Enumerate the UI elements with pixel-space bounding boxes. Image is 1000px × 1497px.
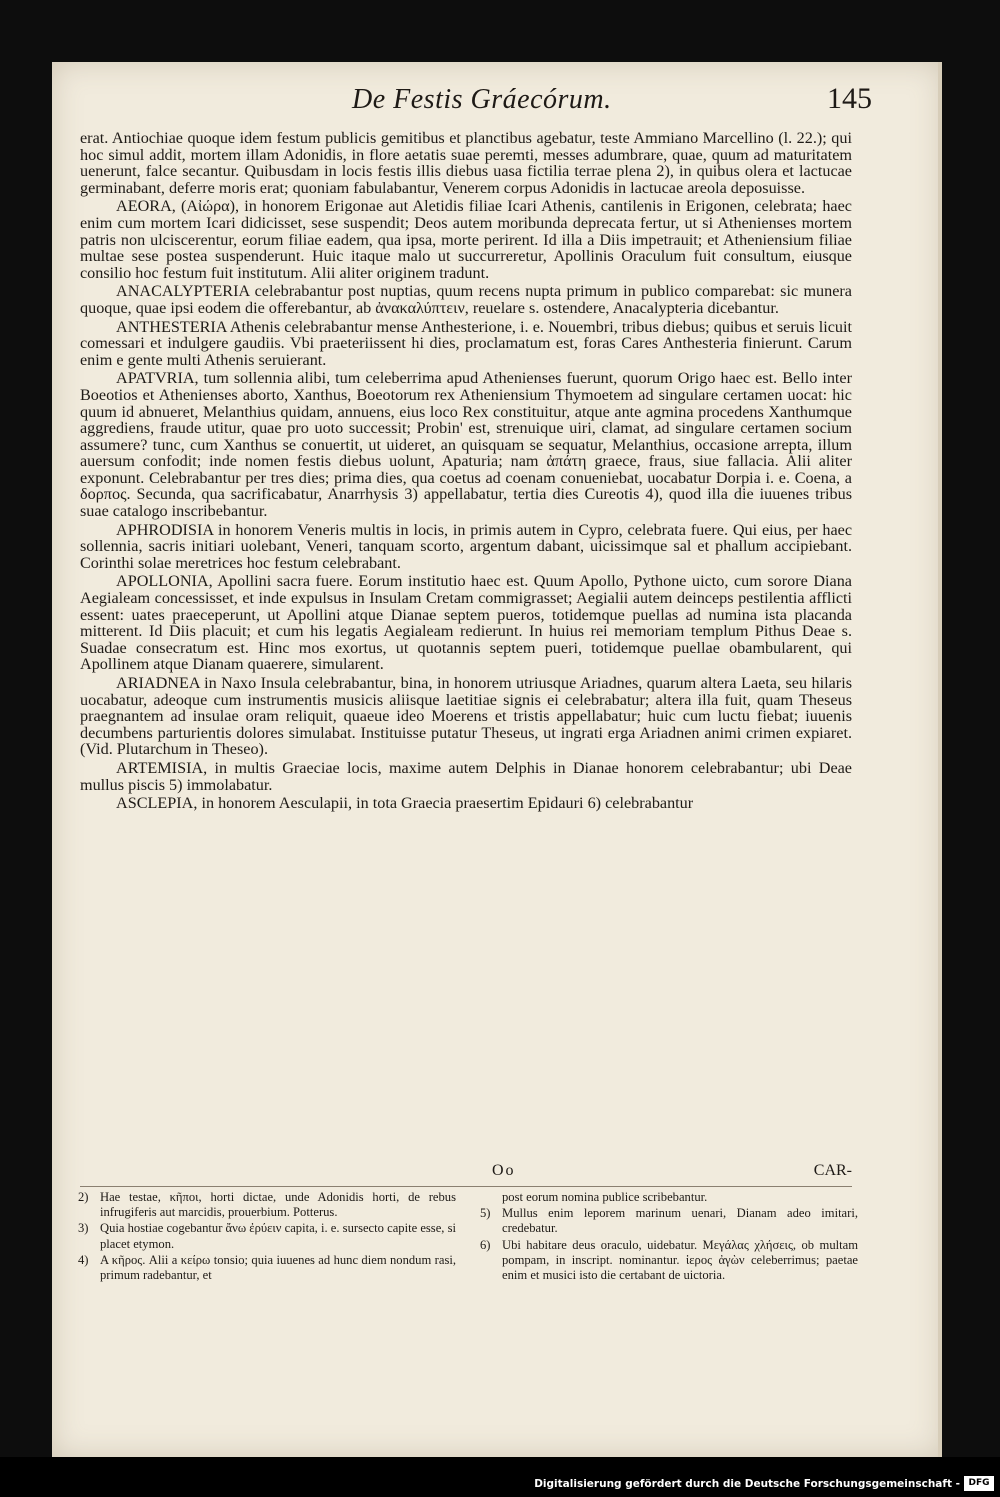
footnote-text: Ubi habitare deus oraculo, uidebatur. Μεγάλας χλήσεις, ob multam pompam, in inscript. nominantur. ἱερος ἀγὼν celeberrimus; paetae enim et musici isto die certabant de uictoria. [502,1237,858,1283]
signature-line [80,1162,852,1182]
paragraph-artemisia: ARTEMISIA, in multis Graeciae locis, maxime autem Delphis in Dianae honorem celebrabantur; ubi Deae mullus piscis 5) immolabatur. [80,758,852,794]
paragraph-ariadnea: ARIADNEA in Naxo Insula celebrabantur, bina, in honorem utriusque Ariadnes, quarum altera Laeta, seu hilaris uocabatur, adeoque cum instrumentis musicis aliisque laetitiae signis ei celebrabatur; altera illa fuit, quam Theseus praegnantem ad insulae oram reliquit, quaeue ideo Moerens et tristis appellabatur; huic cum luctu fiebat; iuuenis decumbens parturientis dolores simulabat. Instituisse putatur Theseus, ut ingrati erga Ariadnen animi crimen expiaret. (Vid. Plutarchum in Theseo). [80,674,852,759]
footnote-text: post eorum nomina publice scribebantur. [502,1190,708,1204]
footnotes-right-column [480,1190,858,1284]
page-edge [938,62,942,1457]
footnote-rule [80,1186,852,1187]
footnote-text: Hae testae, κῆποι, horti dictae, unde Adonidis horti, de rebus infrugiferis aut marcidis, prouerbium. Potterus. [100,1190,456,1220]
signature-mark: Oo [492,1162,516,1179]
footnote-label: 2) [78,1190,89,1204]
paragraph-asclepia: ASCLEPIA, in honorem Aesculapii, in tota Graecia praesertim Epidauri 6) celebrabantur [116,794,694,813]
scan-footer-bar [0,1457,1000,1497]
footnotes-left-column [78,1190,456,1284]
footnote-label: 4) [78,1252,89,1267]
footnote-text: A κῆρος. Alii a κείρω tonsio; quia iuuenes ad hunc diem nondum rasi, primum radebantur, et [100,1252,456,1283]
running-title: De Festis Gráecórum. [352,84,612,115]
paragraph-apaturia: APATVRIA, tum sollennia alibi, tum celeberrima apud Athenienses fuerunt, quorum Origo haec est. Bello inter Boeotios et Athenienses aborto, Xanthus, Boeotorum rex Atheniensium Thymoetem ad singulare certamen uocat: hic quum id abnueret, Melanthius quidam, annuens, eius loco Rex constituitur, atque ante agmina procedens Xanthumque aggrediens, fraude utitur, quae pro uoto successit; Probin' est, strenuique uiri, clamat, ad singulare certamen socium assumere? tunc, cum Xanthus se conuertit, ut uideret, an quisquam se sequatur, Melanthius, occasione arrepta, illum auersum confodit; inde nomen festis diebus uolunt, Apaturia; nam ἀπάτη graece, fraus, siue fallacia. Alii aliter exponunt. Celebrabantur per tres dies; prima dies, qua coetus ad coenam conueniebat, uocabatur Dorpia i. e. Coena, a δορπος. Secunda, qua sacrificabatur, Anarrhysis 3) appellabatur, tertia dies Cureotis 4), quod illa die iuuenes tribus suae catalogo inscribebantur. [80,369,852,521]
paragraph-apollonia: APOLLONIA, Apollini sacra fuere. Eorum institutio haec est. Quum Apollo, Pythone uicto, cum sorore Diana Aegialeam concessisset, et inde expulsus in Insulam Cretam commigrasset; Aegialii autem deinceps pestilentia afflicti essent: uates praeceperunt, ut Apollini atque Dianae septem pueros, totidemque puellas ad numina ista placanda mitterent. Id Diis placuit; et cum his legatis Aegialeam redierunt. In huius rei memoriam templum Pithus Deae s. Suadae consecratum est. Hinc mos exortus, ut quotannis septem pueri, totidemque puellae obambularent, qui Apollinem atque Dianam quaerere, simularent. [80,572,852,674]
catchword: CAR- [813,1162,852,1179]
footnotes [78,1190,858,1284]
dfg-logo: DFG [964,1476,994,1491]
footnote-text: Mullus enim leporem marinum uenari, Dianam adeo imitari, credebatur. [502,1206,858,1236]
paragraph-aeora: AEORA, (Αἰώρα), in honorem Erigonae aut Aletidis filiae Icari Athenis, cantilenis in Erigonen, celebrata; haec enim cum mortem Icari didicisset, sese suspendit; Deos autem moribunda deprecata fertur, ut si Athenienses mortem patris non ulciscerentur, eorum filiae eadem, qua ipsa, morte perirent. Id illa a Diis impetrauit; et Atheniensium filiae multae sese postea suspenderunt. Huic itaque malo ut succurreretur, Apollinis Oraculum fuit consultum, eiusque consilio hoc festum fuit institutum. Alii aliter originem tradunt. [80,197,852,282]
footnote-text: Quia hostiae cogebantur ἄνω ἐρύειν capita, i. e. sursecto capite esse, si placet etymon. [100,1221,456,1251]
page-header [52,78,942,118]
main-text [80,130,852,814]
footnote [480,1238,858,1284]
footnote-label: 5) [480,1206,491,1221]
digitization-credit: Digitalisierung gefördert durch die Deutsche Forschungsgemeinschaft - [534,1478,960,1490]
footnote [78,1190,456,1220]
paragraph-aphrodisia: APHRODISIA in honorem Veneris multis in locis, in primis autem in Cypro, celebrata fuere. Qui eius, per haec sollennia, sacris initiari uolebant, Veneri, tanquam scorto, argentum dabant, uicissimque sal et phallum accipiebant. Corinthi solae meretrices hoc festum celebrabant. [80,520,852,572]
footnote [78,1253,456,1283]
footnote [78,1221,456,1251]
paragraph-adonia-end: erat. Antiochiae quoque idem festum publicis gemitibus et planctibus agebatur, teste Ammiano Marcellino (l. 22.); qui hoc simul addit, mortem illam Adonidis, in flore aetatis suae peremti, messes adumbrare, quae, quum ad maturitatem uenerunt, falce secantur. Quibusdam in locis festis illis diebus uasa fictilia terrae plena 2), in quibus olera et lactucae germinabant, deferre moris erat; quoniam fabulabantur, Venerem corpus Adonidis in lactucae areola deposuisse. [80,129,852,197]
page-number: 145 [827,82,872,115]
footnote-continuation [480,1190,858,1205]
footnote-label: 3) [78,1221,89,1236]
paragraph-anacalypteria: ANACALYPTERIA celebrabantur post nuptias, quum recens nupta primum in publico comparebat: sic munera quoque, quae ipsi eodem die offerebantur, ab ἀνακαλύπτειν, reuelare s. ostendere, Anacalypteria dicebantur. [80,282,852,317]
book-page [52,62,942,1457]
footnote-label: 6) [480,1237,491,1252]
paragraph-anthesteria: ANTHESTERIA Athenis celebrabantur mense Anthesterione, i. e. Nouembri, tribus diebus; quibus et seruis licuit comessari et indulgere gaudiis. Vbi praeteriissent hi dies, proclamatum est, foras Cares Anthesteria finierunt. Carum enim e gente multi Athenis seruierant. [80,317,852,369]
footnote [480,1206,858,1236]
